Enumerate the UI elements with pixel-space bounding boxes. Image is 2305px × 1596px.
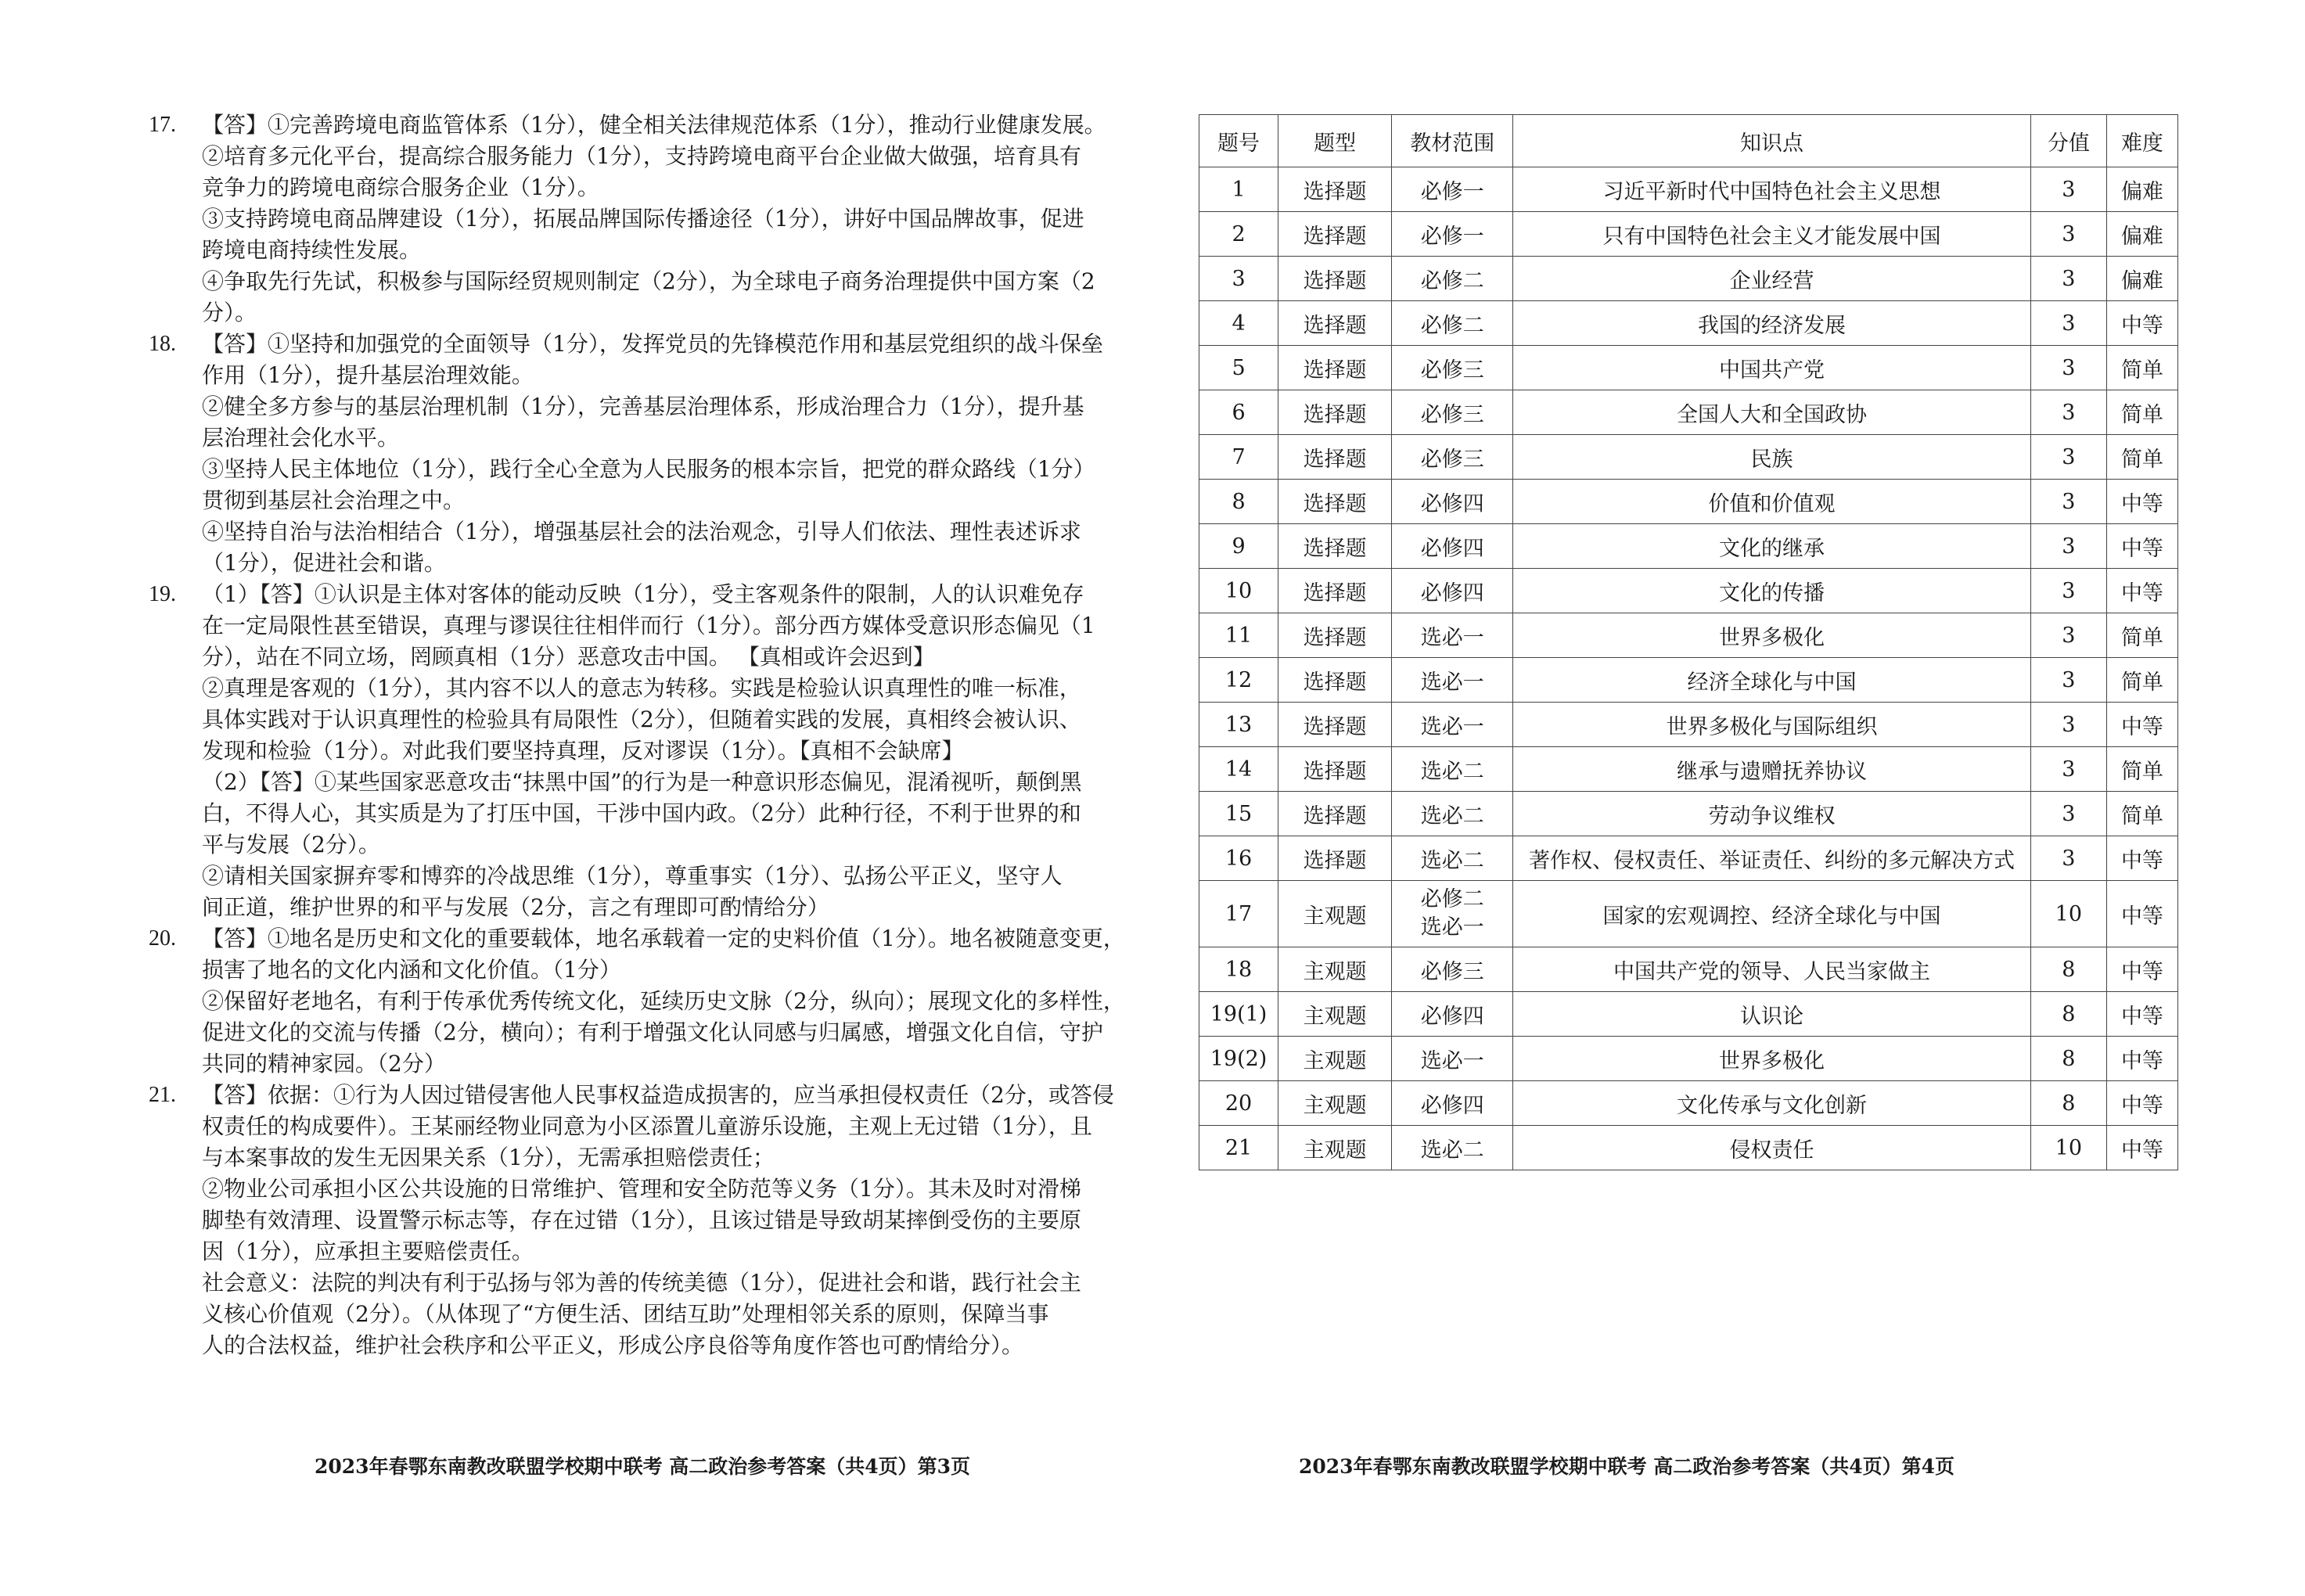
answer-line: 义核心价值观（2分）。（从体现了“方便生活、团结互助”处理相邻关系的原则，保障当事 [202, 1301, 1049, 1327]
question-number: 19. [149, 582, 176, 606]
table-cell: 偏难 [2106, 257, 2177, 301]
table-cell: 选择题 [1278, 480, 1392, 524]
table-cell: 侵权责任 [1513, 1126, 2031, 1170]
header-cell: 教材范围 [1392, 115, 1513, 167]
table-cell: 选择题 [1278, 435, 1392, 480]
table-cell: 世界多极化 [1513, 613, 2031, 658]
answer-line: ②健全多方参与的基层治理机制（1分），完善基层治理体系，形成治理合力（1分），提升基 [202, 394, 1084, 419]
answer-line: 共同的精神家园。（2分） [202, 1051, 446, 1077]
table-cell: 3 [2030, 167, 2106, 212]
table-cell: 20 [1199, 1081, 1278, 1126]
table-row [1199, 613, 2178, 658]
header-cell: 知识点 [1513, 115, 2031, 167]
table-cell: 选必二 [1392, 836, 1513, 881]
table-cell: 3 [2030, 747, 2106, 792]
answer-line: 【答】依据：①行为人因过错侵害他人民事权益造成损害的，应当承担侵权责任（2分，或答侵 [202, 1082, 1114, 1108]
table-cell: 3 [2030, 569, 2106, 613]
table-row [1199, 1126, 2178, 1170]
table-cell: 10 [1199, 569, 1278, 613]
table-cell: 12 [1199, 658, 1278, 703]
table-row [1199, 257, 2178, 301]
table-cell: 8 [2030, 1081, 2106, 1126]
table-row [1199, 1081, 2178, 1126]
table-cell: 必修三 [1392, 435, 1513, 480]
answer-line: 贯彻到基层社会治理之中。 [202, 487, 466, 513]
table-cell: 主观题 [1278, 1126, 1392, 1170]
answer-line: 【答】①地名是历史和文化的重要载体，地名承载着一定的史料价值（1分）。地名被随意变更， [202, 926, 1125, 951]
answer-line: 【答】①完善跨境电商监管体系（1分），健全相关法律规范体系（1分），推动行业健康发展。 [202, 112, 1106, 138]
table-cell: 中等 [2106, 480, 2177, 524]
table-cell: 劳动争议维权 [1513, 792, 2031, 836]
answer-line: 平与发展（2分）。 [202, 832, 380, 857]
question-number: 18. [149, 332, 176, 356]
table-cell: 中等 [2106, 301, 2177, 346]
table-cell: 主观题 [1278, 1037, 1392, 1081]
table-row [1199, 569, 2178, 613]
answer-line: 作用（1分），提升基层治理效能。 [202, 362, 534, 388]
table-cell: 必修二 [1392, 301, 1513, 346]
table-cell: 13 [1199, 703, 1278, 747]
table-row [1199, 947, 2178, 992]
table-cell: 中等 [2106, 992, 2177, 1037]
table-cell: 我国的经济发展 [1513, 301, 2031, 346]
header-cell: 难度 [2106, 115, 2177, 167]
table-cell: 世界多极化 [1513, 1037, 2031, 1081]
table-row [1199, 881, 2178, 947]
table-cell: 选择题 [1278, 390, 1392, 435]
table-row [1199, 524, 2178, 569]
table-cell: 21 [1199, 1126, 1278, 1170]
table-cell: 选择题 [1278, 301, 1392, 346]
table-cell: 3 [2030, 613, 2106, 658]
table-row [1199, 992, 2178, 1037]
table-cell: 8 [2030, 1037, 2106, 1081]
table-cell: 中等 [2106, 881, 2177, 947]
table-row [1199, 480, 2178, 524]
table-cell: 简单 [2106, 390, 2177, 435]
table-cell: 中国共产党 [1513, 346, 2031, 390]
table-cell: 3 [2030, 792, 2106, 836]
answer-section [149, 110, 1123, 1361]
table-cell: 选择题 [1278, 747, 1392, 792]
table-cell: 价值和价值观 [1513, 480, 2031, 524]
knowledge-table [1199, 114, 2178, 1170]
table-row [1199, 703, 2178, 747]
table-cell: 必修三 [1392, 390, 1513, 435]
question-number: 17. [149, 113, 176, 137]
table-cell: 必修四 [1392, 480, 1513, 524]
table-cell: 14 [1199, 747, 1278, 792]
table-cell: 19(2) [1199, 1037, 1278, 1081]
answer-line: （1分），促进社会和谐。 [202, 550, 446, 576]
table-cell: 8 [1199, 480, 1278, 524]
table-cell: 中等 [2106, 947, 2177, 992]
table-cell: 必修四 [1392, 1081, 1513, 1126]
table-cell: 选择题 [1278, 257, 1392, 301]
table-cell: 必修四 [1392, 524, 1513, 569]
answer-line: 发现和检验（1分）。对此我们要坚持真理，反对谬误（1分）。【真相不会缺席】 [202, 738, 964, 764]
table-cell: 中等 [2106, 1037, 2177, 1081]
table-cell: 3 [2030, 658, 2106, 703]
table-cell: 3 [2030, 212, 2106, 257]
table-cell: 主观题 [1278, 992, 1392, 1037]
table-cell: 2 [1199, 212, 1278, 257]
answer-line: 权责任的构成要件）。王某丽经物业同意为小区添置儿童游乐设施，主观上无过错（1分），且 [202, 1113, 1092, 1139]
table-cell: 10 [2030, 881, 2106, 947]
table-cell: 必修三 [1392, 947, 1513, 992]
footer-page-3: 2023年春鄂东南教改联盟学校期中联考 高二政治参考答案（共4页）第3页 [315, 1455, 971, 1478]
answer-line: ②请相关国家摒弃零和博弈的冷战思维（1分），尊重事实（1分）、弘扬公平正义，坚守人 [202, 863, 1063, 889]
answer-line: ③支持跨境电商品牌建设（1分），拓展品牌国际传播途径（1分），讲好中国品牌故事，促进 [202, 206, 1084, 232]
table-row [1199, 212, 2178, 257]
table-cell: 16 [1199, 836, 1278, 881]
table-row [1199, 836, 2178, 881]
table-cell: 11 [1199, 613, 1278, 658]
table-cell: 15 [1199, 792, 1278, 836]
table-cell: 著作权、侵权责任、举证责任、纠纷的多元解决方式 [1513, 836, 2031, 881]
table-cell: 简单 [2106, 435, 2177, 480]
table-row [1199, 658, 2178, 703]
question-answer [149, 579, 1123, 923]
table-cell: 偏难 [2106, 167, 2177, 212]
header-cell: 题型 [1278, 115, 1392, 167]
table-cell: 只有中国特色社会主义才能发展中国 [1513, 212, 2031, 257]
table-cell: 选择题 [1278, 836, 1392, 881]
table-cell: 3 [2030, 480, 2106, 524]
table-cell: 9 [1199, 524, 1278, 569]
answer-line: 因（1分），应承担主要赔偿责任。 [202, 1238, 534, 1264]
answer-line: （1）【答】①认识是主体对客体的能动反映（1分），受主客观条件的限制，人的认识难免存 [202, 581, 1084, 607]
table-cell: 3 [2030, 346, 2106, 390]
question-answer [149, 110, 1123, 329]
answer-line: ④争取先行先试，积极参与国际经贸规则制定（2分），为全球电子商务治理提供中国方案（2 [202, 268, 1095, 294]
table-cell: 简单 [2106, 613, 2177, 658]
table-cell: 17 [1199, 881, 1278, 947]
table-cell: 选择题 [1278, 346, 1392, 390]
table-cell: 继承与遗赠抚养协议 [1513, 747, 2031, 792]
table-cell: 文化的传播 [1513, 569, 2031, 613]
table-cell: 3 [2030, 390, 2106, 435]
table-cell: 选必二 [1392, 792, 1513, 836]
table-cell: 简单 [2106, 747, 2177, 792]
table-row [1199, 435, 2178, 480]
table-cell: 4 [1199, 301, 1278, 346]
answer-line: ②真理是客观的（1分），其内容不以人的意志为转移。实践是检验认识真理性的唯一标准， [202, 675, 1081, 701]
table-row [1199, 167, 2178, 212]
answer-line: 【答】①坚持和加强党的全面领导（1分），发挥党员的先锋模范作用和基层党组织的战斗保垒 [202, 331, 1103, 357]
table-cell: 3 [2030, 435, 2106, 480]
question-answer [149, 923, 1123, 1080]
table-cell: 选择题 [1278, 613, 1392, 658]
answer-line: 竞争力的跨境电商综合服务企业（1分）。 [202, 174, 599, 200]
table-cell: 简单 [2106, 792, 2177, 836]
table-cell: 世界多极化与国际组织 [1513, 703, 2031, 747]
answer-line: ④坚持自治与法治相结合（1分），增强基层社会的法治观念，引导人们依法、理性表述诉求 [202, 519, 1081, 545]
table-row [1199, 301, 2178, 346]
table-cell: 选择题 [1278, 703, 1392, 747]
table-cell: 文化传承与文化创新 [1513, 1081, 2031, 1126]
answer-line: ②保留好老地名，有利于传承优秀传统文化，延续历史文脉（2分，纵向）；展现文化的多样性， [202, 988, 1125, 1014]
table-cell: 3 [2030, 301, 2106, 346]
table-cell: 3 [2030, 524, 2106, 569]
question-answer [149, 1080, 1123, 1361]
table-cell: 7 [1199, 435, 1278, 480]
table-cell: 3 [2030, 836, 2106, 881]
table-cell: 认识论 [1513, 992, 2031, 1037]
answer-line: ②物业公司承担小区公共设施的日常维护、管理和安全防范等义务（1分）。其未及时对滑梯 [202, 1176, 1081, 1202]
table-cell: 19(1) [1199, 992, 1278, 1037]
table-cell: 简单 [2106, 346, 2177, 390]
table-cell: 中等 [2106, 703, 2177, 747]
answer-line: 白，不得人心，其实质是为了打压中国，干涉中国内政。（2分）此种行径，不利于世界的和 [202, 800, 1081, 826]
table-cell: 选择题 [1278, 167, 1392, 212]
table-cell: 必修四 [1392, 569, 1513, 613]
table-header-row [1199, 115, 2178, 167]
table-cell: 选必一 [1392, 613, 1513, 658]
table-cell: 选必一 [1392, 1037, 1513, 1081]
table-cell: 选择题 [1278, 792, 1392, 836]
answer-line: 脚垫有效清理、设置警示标志等，存在过错（1分），且该过错是导致胡某摔倒受伤的主要原 [202, 1207, 1081, 1233]
table-cell: 选必一 [1392, 703, 1513, 747]
answer-line: 跨境电商持续性发展。 [202, 237, 422, 263]
table-cell: 选择题 [1278, 658, 1392, 703]
table-cell: 简单 [2106, 658, 2177, 703]
table-cell: 选必一 [1392, 658, 1513, 703]
answer-line: 人的合法权益，维护社会秩序和公平正义，形成公序良俗等角度作答也可酌情给分）。 [202, 1332, 1024, 1358]
table-cell: 8 [2030, 992, 2106, 1037]
table-cell: 国家的宏观调控、经济全球化与中国 [1513, 881, 2031, 947]
answer-line: 损害了地名的文化内涵和文化价值。（1分） [202, 957, 621, 983]
table-row [1199, 792, 2178, 836]
table-cell: 必修一 [1392, 167, 1513, 212]
answer-line: 间正道，维护世界的和平与发展（2分，言之有理即可酌情给分） [202, 894, 829, 920]
table-cell: 全国人大和全国政协 [1513, 390, 2031, 435]
table-row [1199, 390, 2178, 435]
table-cell: 10 [2030, 1126, 2106, 1170]
table-cell: 主观题 [1278, 1081, 1392, 1126]
answer-line: 分），站在不同立场，罔顾真相（1分）恶意攻击中国。 【真相或许会迟到】 [202, 644, 935, 670]
answer-line: ②培育多元化平台，提高综合服务能力（1分），支持跨境电商平台企业做大做强，培育具有 [202, 143, 1081, 169]
question-number: 20. [149, 926, 176, 951]
table-cell: 中等 [2106, 1081, 2177, 1126]
answer-line: 层治理社会化水平。 [202, 425, 400, 451]
table-row [1199, 747, 2178, 792]
table-row [1199, 1037, 2178, 1081]
table-cell: 中等 [2106, 836, 2177, 881]
table-cell: 主观题 [1278, 881, 1392, 947]
table-cell: 1 [1199, 167, 1278, 212]
table-cell: 企业经营 [1513, 257, 2031, 301]
table-cell: 选必二 [1392, 1126, 1513, 1170]
table-cell: 民族 [1513, 435, 2031, 480]
answer-line: 具体实践对于认识真理性的检验具有局限性（2分），但随着实践的发展，真相终会被认识、 [202, 706, 1081, 732]
table-cell: 必修四 [1392, 992, 1513, 1037]
table-cell: 经济全球化与中国 [1513, 658, 2031, 703]
answer-line: ③坚持人民主体地位（1分），践行全心全意为人民服务的根本宗旨，把党的群众路线（1分） [202, 456, 1095, 482]
table-cell: 必修二 选必一 [1392, 881, 1513, 947]
table-cell: 18 [1199, 947, 1278, 992]
header-cell: 题号 [1199, 115, 1278, 167]
table-cell: 中等 [2106, 1126, 2177, 1170]
answer-line: 在一定局限性甚至错误，真理与谬误往往相伴而行（1分）。部分西方媒体受意识形态偏见（1 [202, 613, 1095, 638]
table-cell: 必修二 [1392, 257, 1513, 301]
answer-line: （2）【答】①某些国家恶意攻击“抹黑中国”的行为是一种意识形态偏见，混淆视听，颠倒黑 [202, 769, 1082, 795]
table-cell: 中等 [2106, 524, 2177, 569]
answer-line: 社会意义：法院的判决有利于弘扬与邻为善的传统美德（1分），促进社会和谐，践行社会主 [202, 1270, 1081, 1296]
table-cell: 中等 [2106, 569, 2177, 613]
table-cell: 6 [1199, 390, 1278, 435]
table-cell: 选择题 [1278, 569, 1392, 613]
table-cell: 3 [1199, 257, 1278, 301]
table-cell: 偏难 [2106, 212, 2177, 257]
header-cell: 分值 [2030, 115, 2106, 167]
table-cell: 选择题 [1278, 212, 1392, 257]
table-cell: 文化的继承 [1513, 524, 2031, 569]
table-cell: 8 [2030, 947, 2106, 992]
footer-page-4: 2023年春鄂东南教改联盟学校期中联考 高二政治参考答案（共4页）第4页 [1299, 1455, 1955, 1478]
table-row [1199, 346, 2178, 390]
answer-line: 分）。 [202, 300, 257, 325]
table-cell: 必修三 [1392, 346, 1513, 390]
table-cell: 必修一 [1392, 212, 1513, 257]
table-cell: 5 [1199, 346, 1278, 390]
table-cell: 选择题 [1278, 524, 1392, 569]
table-cell: 选必二 [1392, 747, 1513, 792]
question-answer [149, 329, 1123, 579]
table-cell: 中国共产党的领导、人民当家做主 [1513, 947, 2031, 992]
table-cell: 主观题 [1278, 947, 1392, 992]
table-cell: 3 [2030, 703, 2106, 747]
table-cell: 3 [2030, 257, 2106, 301]
answer-line: 促进文化的交流与传播（2分，横向）；有利于增强文化认同感与归属感，增强文化自信，守护 [202, 1019, 1103, 1045]
table-cell: 习近平新时代中国特色社会主义思想 [1513, 167, 2031, 212]
answer-line: 与本案事故的发生无因果关系（1分），无需承担赔偿责任； [202, 1145, 775, 1170]
question-number: 21. [149, 1083, 176, 1107]
